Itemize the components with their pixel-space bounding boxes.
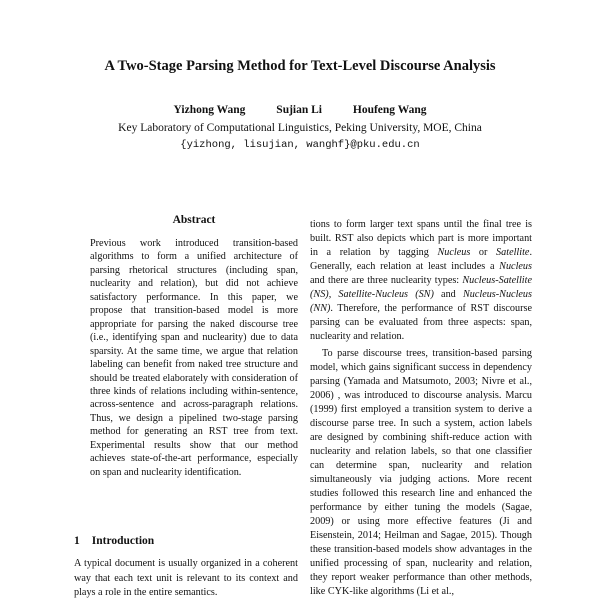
term-nucleus: Nucleus xyxy=(437,247,471,258)
section-number: 1 xyxy=(74,535,80,547)
term-nucleus-2: Nucleus xyxy=(499,261,532,272)
author-emails: {yizhong, lisujian, wanghf}@pku.edu.cn xyxy=(180,139,420,151)
abstract-text: Previous work introduced transition-based algorithms to form a unified architecture of parsing rhetorical structures (including span, nuclearity and relation), but did not achieve satisfactory performance. In this paper, we propose that transition-based model is more appropriate for parsing the naked discourse tree (i.e., identifying span and nuclearity) due to data sparsity. At the same time, we argue that relation labeling can benefit from naked tree structure and should be treated elaborately with consideration of three kinds of relations including within-sentence, across-sentence and across-paragraph relations. Thus, we design a pipelined two-stage parsing method for generating an RST tree from text. Experimental results show that our method achieves state-of-the-art performance, especially on span and nuclearity identification. xyxy=(90,238,298,478)
author-2: Sujian Li xyxy=(276,104,322,116)
right-paragraph-1: tions to form larger text spans until the final tree is built. RST also depicts which part is more important in a relation by tagging Nucleus or Satellite. Generally, each relation at least includes a Nucleus and there are three nuclearity types: Nucleus-Satellite (NS), Satellite-Nucleus (SN) and Nucleus-Nucleus (NN). Therefore, the performance of RST discourse parsing can be evaluated from three aspects: span, nuclearity and relation. xyxy=(310,219,532,342)
term-satellite: Satellite xyxy=(496,247,530,258)
affiliation: Key Laboratory of Computational Linguistics, Peking University, MOE, China xyxy=(118,122,482,134)
term-nn: Nucleus-Nucleus (NN) xyxy=(310,289,532,314)
right-paragraph-2: To parse discourse trees, transition-based parsing model, which gains significant success in dependency parsing (Yamada and Matsumoto, 2003; Nivre et al., 2006) , was introduced to discourse analysis. Marcu (1999) first employed a transition system to derive a discourse parse tree. In such a system, action labels are designed by combining shift-reduce action with nuclearity and relation labels, so that one classifier can determine span, nuclearity and relation simultaneously via judging actions. More recent studies followed this research line and enhanced the performance by either tuning the models (Sagae, 2009) or using more effective features (Ji and Eisenstein, 2014; Heilman and Sagae, 2015). Though these transition-based models show advantages in the unified processing of span, nuclearity and relation, they report weaker performance than other methods, like CYK-like algorithms (Li et al., xyxy=(310,348,532,597)
author-list xyxy=(0,104,600,116)
term-sn: Satellite-Nucleus (SN) xyxy=(338,289,434,300)
author-3: Houfeng Wang xyxy=(352,104,427,116)
paper-title: A Two-Stage Parsing Method for Text-Level Discourse Analysis xyxy=(104,58,496,74)
author-1: Yizhong Wang xyxy=(173,104,246,116)
section-title: Introduction xyxy=(91,535,155,547)
right-column xyxy=(310,218,532,599)
abstract-heading: Abstract xyxy=(172,214,216,226)
introduction-text: A typical document is usually organized in a coherent way that each text unit is relevant to its context and plays a role in the entire semantics. xyxy=(74,558,298,599)
term-ns: Nucleus-Satellite (NS) xyxy=(310,275,532,300)
section-heading-introduction xyxy=(74,535,154,547)
